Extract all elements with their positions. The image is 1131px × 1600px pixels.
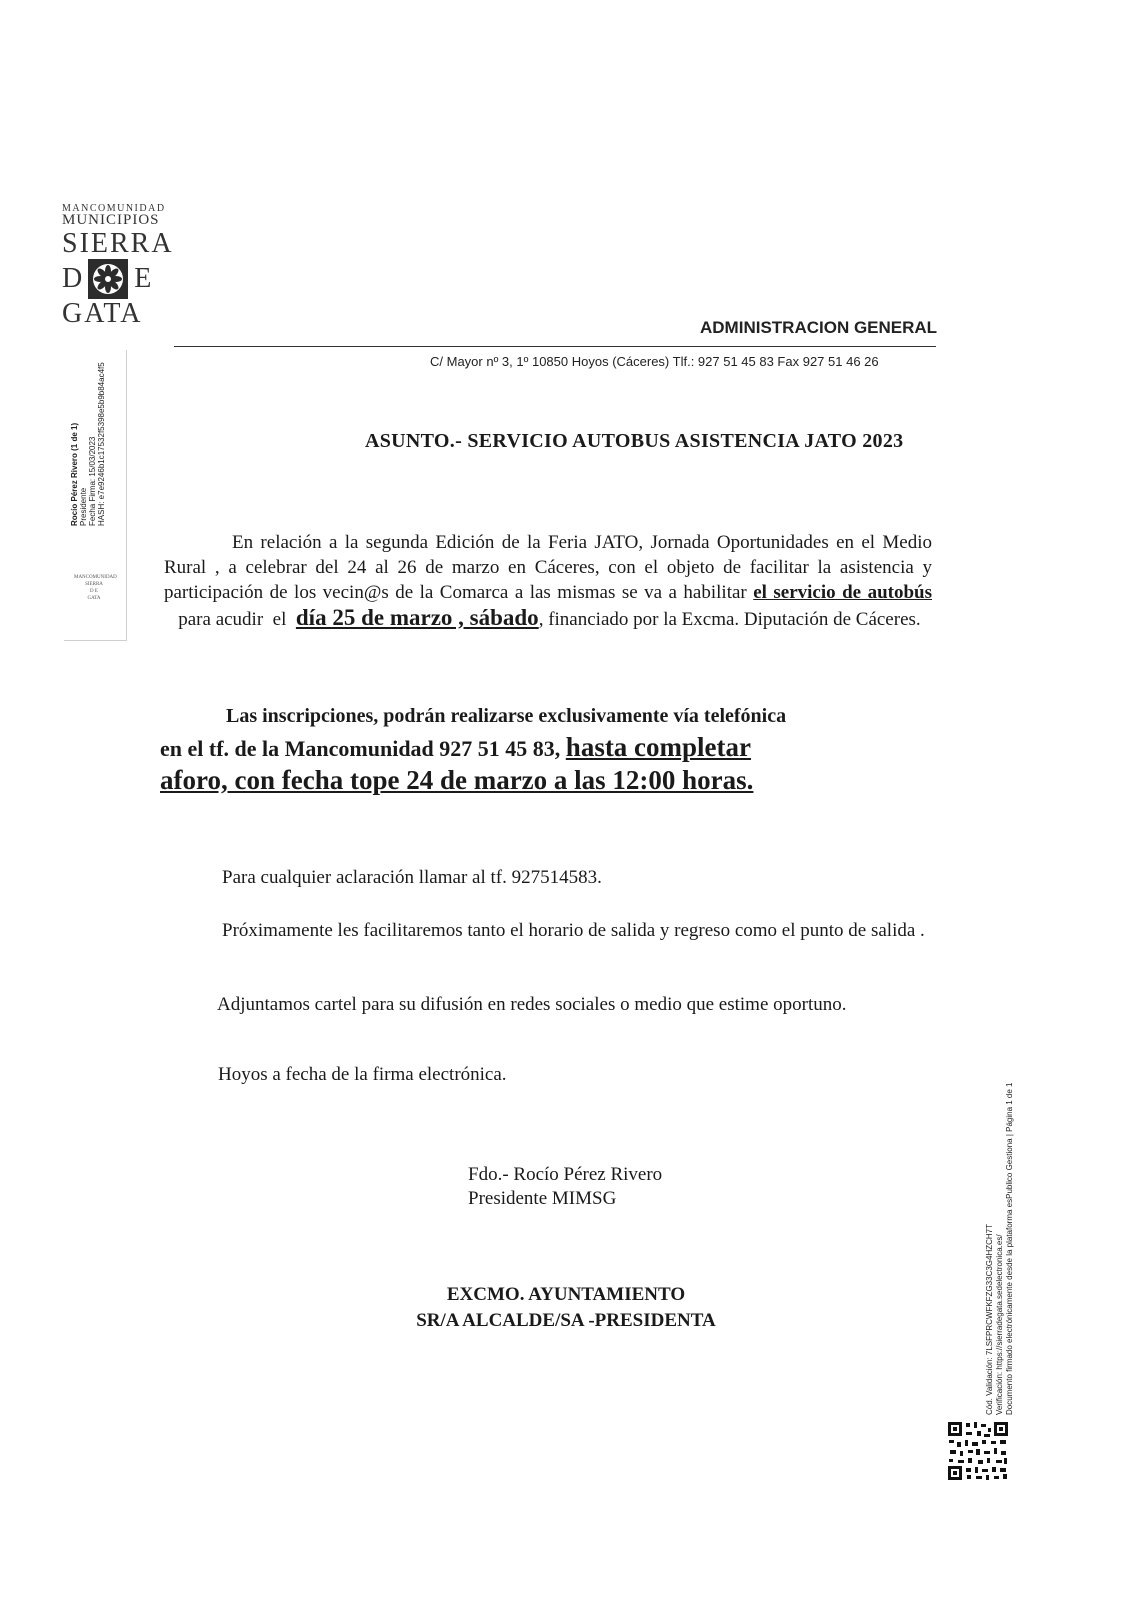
- stamp-hash: HASH: e7e9246b1c17532f5398e5b9b84ac4f5: [97, 362, 106, 526]
- flower-emblem-icon: [88, 259, 128, 299]
- header-divider: [174, 346, 936, 347]
- mini-logo: [74, 574, 117, 602]
- paragraph-registration: [160, 705, 928, 796]
- recipient-block: [386, 1282, 746, 1334]
- paragraph-contact: Para cualquier aclaración llamar al tf. 927514583.: [222, 867, 602, 888]
- logo-letter-d: D: [62, 263, 83, 294]
- recipient-line1: EXCMO. AYUNTAMIENTO: [446, 1284, 686, 1305]
- paragraph-schedule: Próximamente les facilitaremos tanto el horario de salida y regreso como el punto de salida .: [222, 920, 925, 941]
- registration-phone-text: en el tf. de la Mancomunidad 927 51 45 83,: [160, 736, 566, 761]
- logo-line-mancomunidad: MANCOMUNIDAD: [62, 203, 166, 214]
- logo-line-de: [62, 259, 172, 299]
- mancomunidad-logo: [62, 203, 172, 329]
- signature-role: Presidente MIMSG: [468, 1188, 617, 1209]
- address-line: C/ Mayor nº 3, 1º 10850 Hoyos (Cáceres) Tlf.: 927 51 45 83 Fax 927 51 46 26: [430, 354, 879, 369]
- stamp-signer: Rocío Pérez Rivero (1 de 1): [70, 422, 79, 526]
- registration-line2: [160, 732, 928, 763]
- validation-code: Cód. Validación: 7LSFPRCWFKFZG33C3G4HZCH7T: [985, 1223, 994, 1415]
- registration-line1: Las inscripciones, podrán realizarse exclusivamente vía telefónica: [226, 705, 787, 727]
- intro-text-a: En relación a la segunda Edición de la Feria JATO, Jornada Oportunidades en el Medio Rural , a celebrar del 24 al 26 de marzo en Cáceres, con el objeto de facilitar la asistencia y participación de los vecin@s de la Comarca a las mismas se va a habilitar: [164, 532, 932, 603]
- logo-line-gata: GATA: [62, 298, 143, 329]
- signature-name: Fdo.- Rocío Pérez Rivero: [468, 1164, 663, 1185]
- subject-heading: ASUNTO.- SERVICIO AUTOBUS ASISTENCIA JATO 2023: [365, 430, 904, 452]
- recipient-line2: SR/A ALCALDE/SA -PRESIDENTA: [416, 1310, 716, 1331]
- stamp-date: Fecha Firma: 15/03/2023: [88, 436, 97, 526]
- logo-line-municipios: MUNICIPIOS: [62, 212, 160, 228]
- paragraph-date: Hoyos a fecha de la firma electrónica.: [218, 1064, 507, 1085]
- event-day-text: día 25 de marzo , sábado: [295, 605, 539, 630]
- intro-text-c: , financiado por la Excma. Diputación de Cáceres.: [538, 609, 921, 630]
- mini-logo-line1: MANCOMUNIDAD: [74, 575, 117, 580]
- registration-until-text: hasta completar: [565, 732, 752, 762]
- paragraph-intro: [164, 530, 932, 632]
- qr-code-icon: [946, 1420, 1010, 1482]
- mini-logo-line3: D E: [90, 589, 98, 594]
- intro-text-b: para acudir el: [164, 609, 296, 630]
- mini-logo-line4: GATA: [87, 596, 101, 601]
- validation-url: Verificación: https://sierradegata.sedelectronica.es/: [995, 1234, 1004, 1415]
- logo-letter-e: E: [134, 263, 152, 294]
- department-title: ADMINISTRACION GENERAL: [700, 318, 938, 337]
- validation-platform: Documento firmado electrónicamente desde la plataforma esPublico Gestiona | Página 1 de 1: [1005, 1082, 1014, 1415]
- registration-deadline: aforo, con fecha tope 24 de marzo a las 12:00 horas.: [160, 765, 754, 795]
- bus-service-text: el servicio de autobús: [753, 582, 932, 603]
- signature-block: [468, 1163, 662, 1211]
- logo-line-sierra: SIERRA: [62, 228, 174, 259]
- stamp-role: Presidente: [79, 487, 88, 526]
- mini-logo-line2: SIERRA: [85, 582, 103, 587]
- paragraph-poster: Adjuntamos cartel para su difusión en redes sociales o medio que estime oportuno.: [217, 994, 847, 1015]
